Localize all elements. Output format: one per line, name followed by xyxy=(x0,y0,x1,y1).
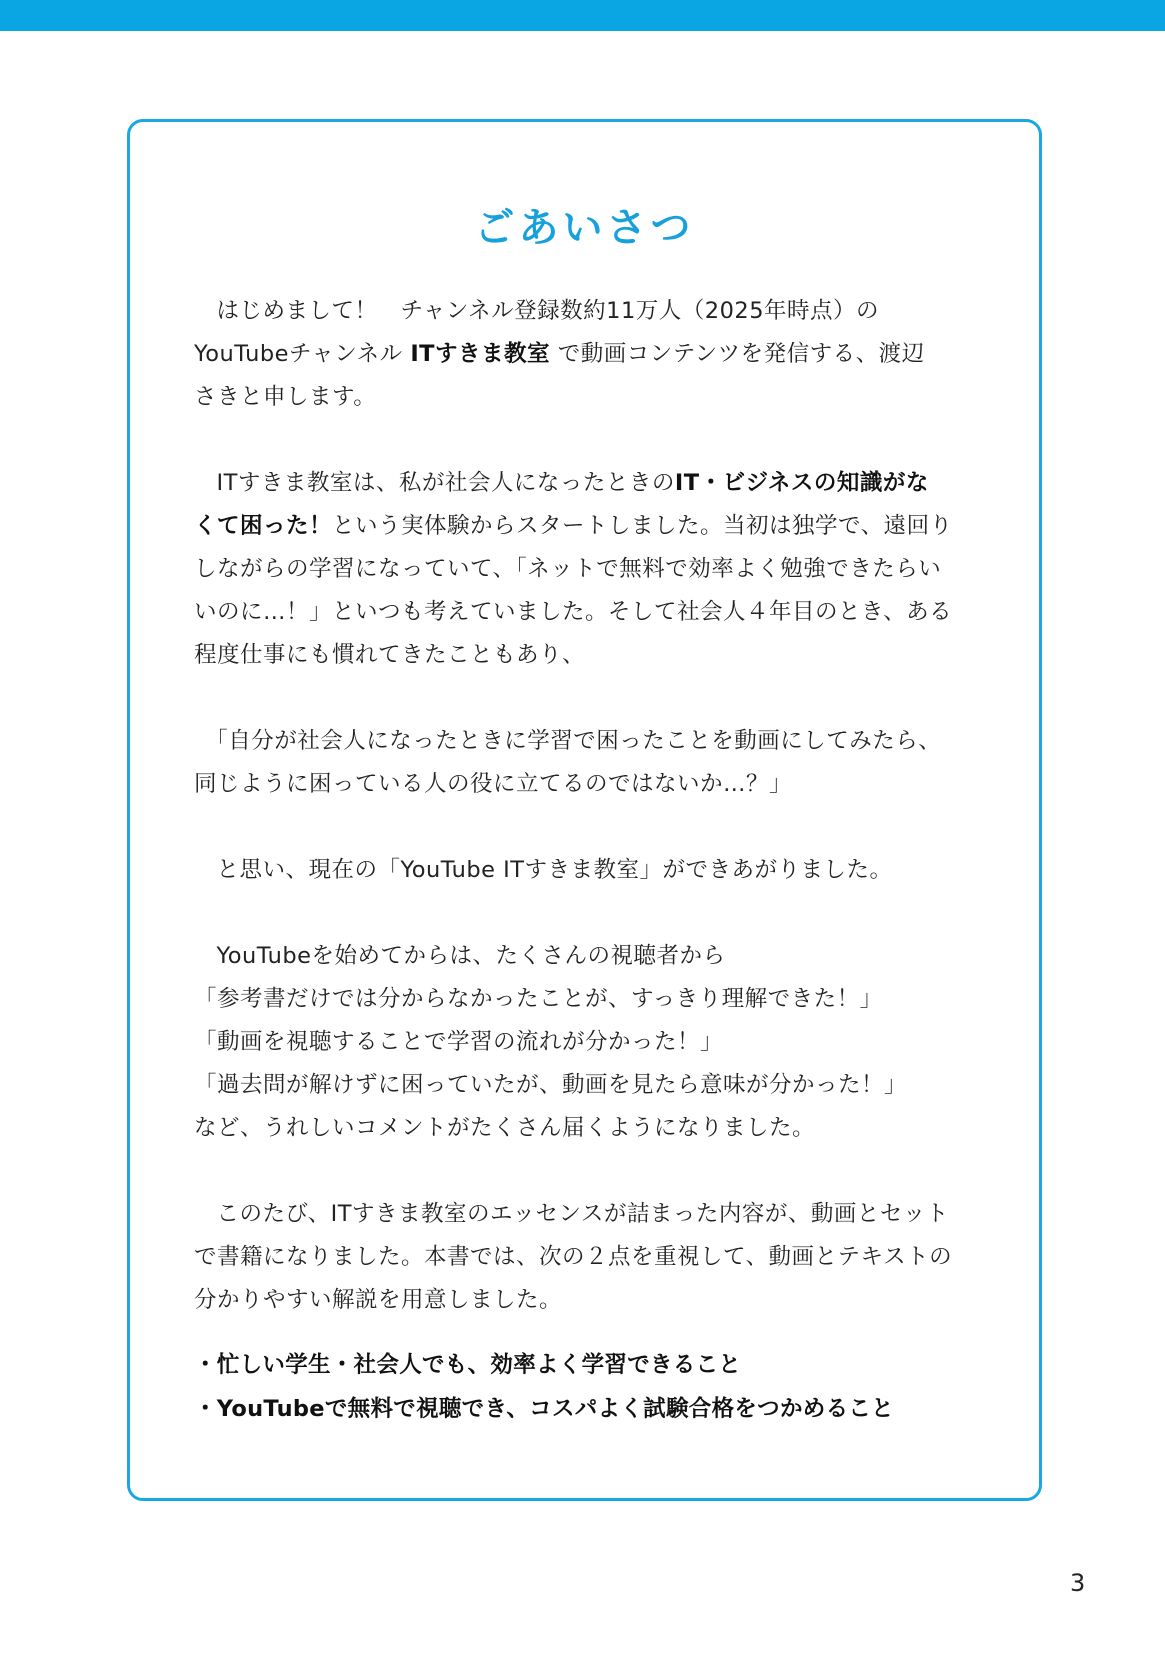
spacer xyxy=(194,419,982,462)
page-number: 3 xyxy=(1070,1569,1086,1597)
intro-line-1: はじめまして！ チャンネル登録数約11万人（2025年時点）の xyxy=(216,298,880,324)
bullet-item: ・YouTubeで無料で視聴でき、コスパよく試験合格をつかめること xyxy=(194,1396,894,1422)
intro-channel-text: YouTubeチャンネル xyxy=(194,341,403,367)
background-line-4: いのに…！」といつも考えていました。そして社会人４年目のとき、ある xyxy=(194,599,953,625)
comments-line-2: 「参考書だけでは分からなかったことが、すっきり理解できた！」 xyxy=(194,986,883,1012)
book-line-2: で書籍になりました。本書では、次の２点を重視して、動画とテキストの xyxy=(194,1244,953,1270)
quote-line-1: 「自分が社会人になったときに学習で困ったことを動画にしてみたら、 xyxy=(205,728,942,754)
book-paragraph xyxy=(194,1193,982,1322)
page-title: ごあいさつ xyxy=(474,205,695,251)
intro-line-3: さきと申します。 xyxy=(194,384,377,410)
spacer xyxy=(194,1322,982,1343)
bullet-item: ・忙しい学生・社会人でも、効率よく学習できること xyxy=(194,1352,742,1378)
background-line-1: ITすきま教室は、私が社会人になったときの xyxy=(216,470,675,496)
greeting-frame xyxy=(127,119,1042,1501)
top-color-band xyxy=(0,0,1165,31)
comments-paragraph xyxy=(194,935,982,1150)
background-bold-1: IT・ビジネスの知識がな xyxy=(674,470,929,496)
background-line-5: 程度仕事にも慣れてきたこともあり、 xyxy=(194,642,586,668)
comments-line-1: YouTubeを始めてからは、たくさんの視聴者から xyxy=(216,943,726,969)
background-bold-2: くて困った！ xyxy=(194,513,333,539)
comments-line-5: など、うれしいコメントがたくさん届くようになりました。 xyxy=(194,1115,816,1141)
quote-paragraph xyxy=(194,720,982,806)
spacer xyxy=(194,892,982,935)
comments-line-4: 「過去問が解けずに困っていたが、動画を見たら意味が分かった！」 xyxy=(194,1072,908,1098)
spacer xyxy=(194,806,982,849)
channel-name: ITすきま教室 xyxy=(410,341,551,367)
book-line-1: このたび、ITすきま教室のエッセンスが詰まった内容が、動画とセット xyxy=(216,1201,949,1227)
quote-line-2: 同じように困っている人の役に立てるのではないか…？」 xyxy=(194,771,793,797)
background-line-3: しながらの学習になっていて、「ネットで無料で効率よく勉強できたらい xyxy=(194,556,942,582)
spacer xyxy=(194,1150,982,1193)
greeting-body xyxy=(194,290,982,1431)
comments-line-3: 「動画を視聴することで学習の流れが分かった！」 xyxy=(194,1029,724,1055)
book-line-3: 分かりやすい解説を用意しました。 xyxy=(194,1287,563,1313)
intro-paragraph xyxy=(194,290,982,419)
origin-paragraph: と思い、現在の「YouTube ITすきま教室」ができあがりました。 xyxy=(216,857,893,883)
intro-line-2-rest: で動画コンテンツを発信する、渡辺 xyxy=(557,341,925,367)
spacer xyxy=(194,677,982,720)
background-paragraph xyxy=(194,462,982,677)
background-line-2: という実体験からスタートしました。当初は独学で、遠回り xyxy=(332,513,953,539)
